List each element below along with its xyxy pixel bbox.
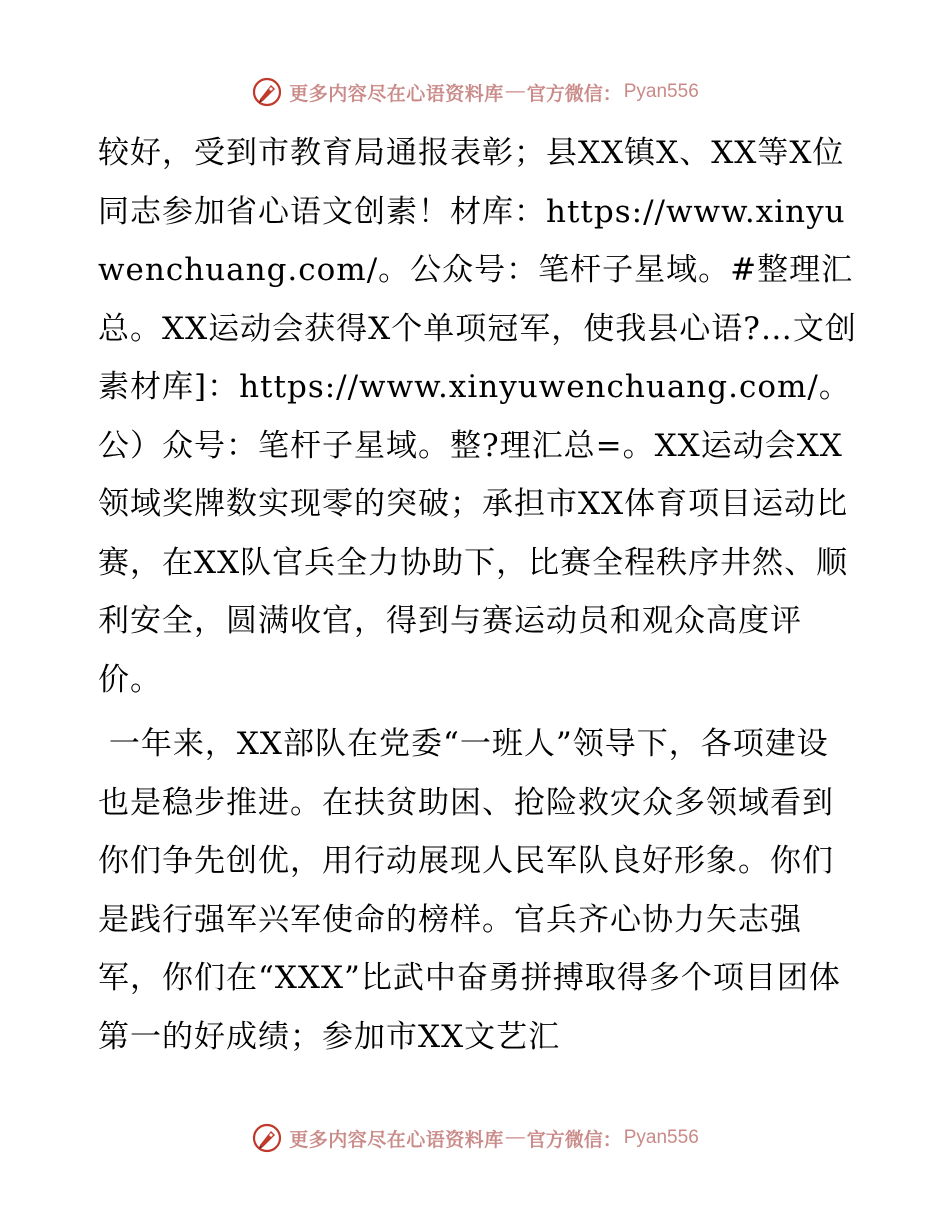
header-banner: [0, 72, 950, 112]
banner-text: 更多内容尽在心语资料库: [289, 1128, 504, 1151]
pen-nib-logo-icon: [251, 1122, 283, 1154]
banner-dash: —: [505, 81, 525, 102]
paragraph-1: 较好，受到市教育局通报表彰；县XX镇X、XX等X位同志参加省心语文创素！材库：https://www.xinyuwenchuang.com/。公众号：笔杆子星域。#整理汇总。XX运动会获得X个单项冠军，使我县心语?…文创素材库]：https://www.xinyuwenchuang.com/。公）众号：笔杆子星域。整?理汇总=。XX运动会XX领域奖牌数实现零的突破；承担市XX体育项目运动比赛，在XX队官兵全力协助下，比赛全程秩序井然、顺利安全，圆满收官，得到与赛运动员和观众高度评价。: [98, 135, 857, 698]
paragraph-2: 一年来，XX部队在党委“一班人”领导下，各项建设也是稳步推进。在扶贫助困、抢险救灾众多领域看到你们争先创优，用行动展现人民军队良好形象。你们是践行强军兴军使命的榜样。官兵齐心协力矢志强军，你们在“XXX”比武中奋勇拼搏取得多个项目团体第一的好成绩；参加市XX文艺汇: [98, 726, 841, 1055]
banner-wechat-label: 官方微信：: [526, 82, 622, 105]
footer-banner: [0, 1118, 950, 1158]
banner-text: 更多内容尽在心语资料库: [289, 82, 504, 105]
banner-wechat-id: Pyan556: [623, 1127, 699, 1148]
banner-wechat-label: 官方微信：: [526, 1128, 622, 1151]
banner-dash: —: [505, 1127, 525, 1148]
document-body: [98, 124, 858, 1066]
banner-wechat-id: Pyan556: [623, 81, 699, 102]
pen-nib-logo-icon: [251, 76, 283, 108]
